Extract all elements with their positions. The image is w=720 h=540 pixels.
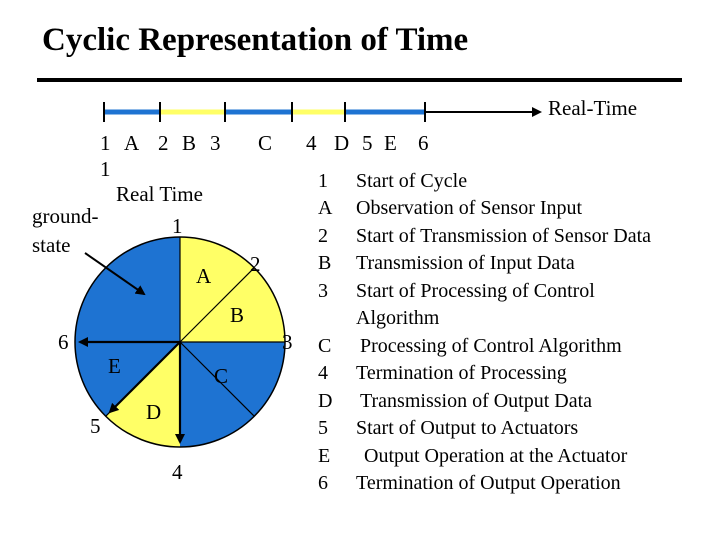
legend-text: Observation of Sensor Input [356,197,583,219]
legend-text: Output Operation at the Actuator [364,445,628,467]
sector-label-C: C [214,364,229,388]
circle-point-5: 5 [90,414,101,438]
page-title: Cyclic Representation of Time [42,22,469,58]
ground-state-label-line2: state [32,233,71,257]
timeline-label: Real-Time [548,96,638,120]
circle-point-6: 6 [58,330,69,354]
circle-point-3: 3 [282,330,293,354]
legend-key: 5 [318,417,328,439]
sector-label-D: D [146,400,162,424]
timeline-marker-1-second: 1 [100,157,111,181]
legend-text: Transmission of Output Data [360,390,593,412]
circle-point-2: 2 [250,252,261,276]
legend-key: D [318,390,333,412]
timeline-marker-C: C [258,131,273,155]
legend-key: E [318,445,331,467]
legend-key: 1 [318,170,328,192]
timeline-marker-1: 1 [100,131,111,155]
timeline-marker-B: B [182,131,197,155]
legend-key: 3 [318,280,328,302]
sector-label-E: E [108,354,121,378]
legend-text: Start of Transmission of Sensor Data [356,225,651,247]
legend-text-continued: Algorithm [356,307,440,329]
timeline-marker-D: D [334,131,350,155]
legend-text: Transmission of Input Data [356,252,575,274]
timeline-marker-E: E [384,131,397,155]
timeline-marker-6: 6 [418,131,429,155]
legend-key: A [318,197,333,219]
legend-key: C [318,335,332,357]
legend-text: Start of Output to Actuators [356,417,579,439]
legend-key: 2 [318,225,328,247]
real-time-label: Real Time [116,182,203,206]
circle-point-4: 4 [172,460,183,484]
legend-key: B [318,252,332,274]
legend-text: Start of Cycle [356,170,468,192]
sector-label-B: B [230,303,245,327]
timeline [103,102,540,122]
legend-text: Termination of Output Operation [356,472,621,494]
timeline-marker-A: A [124,131,140,155]
legend-text: Start of Processing of Control [356,280,595,302]
ground-state-label-line1: ground- [32,204,99,228]
legend-text: Termination of Processing [356,362,567,384]
timeline-marker-4: 4 [306,131,317,155]
legend-text: Processing of Control Algorithm [360,335,622,357]
circle-point-1: 1 [172,214,183,238]
timeline-marker-5: 5 [362,131,373,155]
sector-label-A: A [196,264,212,288]
timeline-marker-3: 3 [210,131,221,155]
legend-key: 4 [318,362,328,384]
legend-key: 6 [318,472,328,494]
timeline-marker-2: 2 [158,131,169,155]
